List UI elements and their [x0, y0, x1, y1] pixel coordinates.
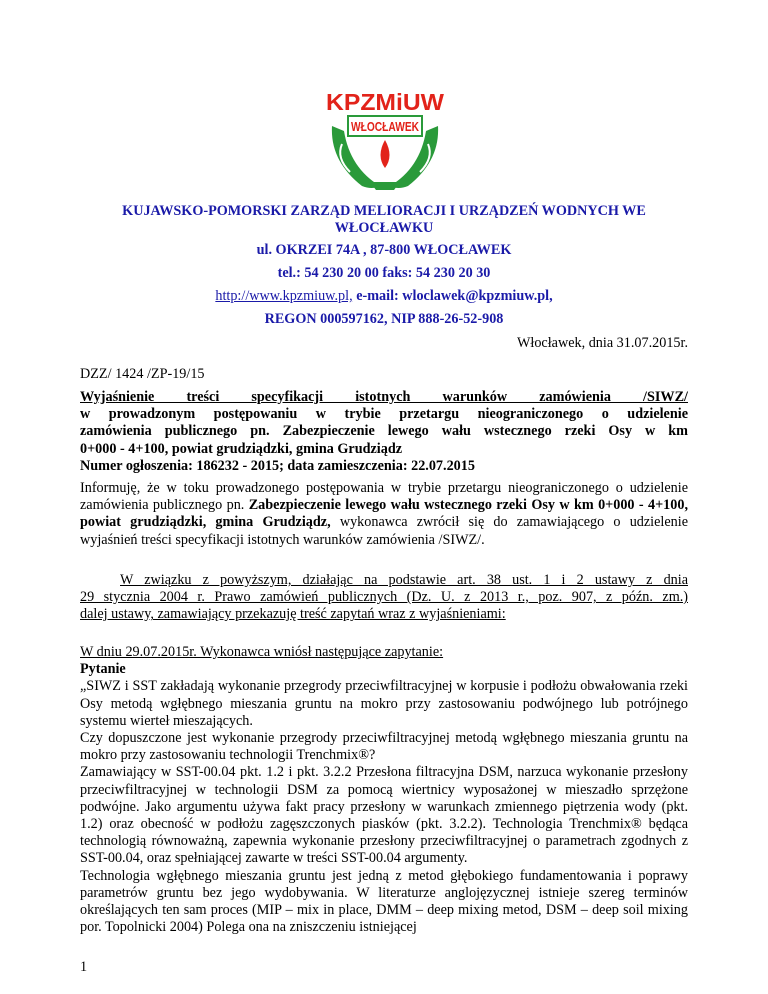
subject-line-3: zamówienia publicznego pn. Zabezpieczenie lewego wału wstecznego rzeki Osy w km	[80, 423, 688, 440]
page-number: 1	[80, 959, 88, 975]
email-text: e-mail: wloclawek@kpzmiuw.pl,	[352, 288, 553, 304]
subject-block	[80, 389, 688, 475]
question-paragraph-2: Czy dopuszczone jest wykonanie przegrody przeciwfiltracyjnej metodą wgłębnego mieszania gruntu na mokro przy zastosowaniu technologii Trenchmix®?	[80, 730, 688, 764]
question-label: Pytanie	[80, 661, 126, 678]
subject-line-2: w prowadzonym postępowaniu w trybie przetargu nieograniczonego o udzielenie	[80, 406, 688, 423]
document-date: Włocławek, dnia 31.07.2015r.	[517, 335, 688, 351]
institution-regon: REGON 000597162, NIP 888-26-52-908	[264, 311, 504, 327]
legal-line-3: dalej ustawy, zamawiający przekazuję treść zapytań wraz z wyjaśnieniami:	[80, 606, 506, 623]
institution-address: ul. OKRZEI 74A , 87-800 WŁOCŁAWEK	[256, 242, 512, 258]
announcement-number: Numer ogłoszenia: 186232 - 2015; data zamieszczenia: 22.07.2015	[80, 457, 475, 474]
question-paragraph-1: „SIWZ i SST zakładają wykonanie przegrody przeciwfiltracyjnej w korpusie i podłożu obwałowania rzeki Osy metodą wgłębnego mieszania gruntu na mokro przy zastosowaniu podwójnego lub potrójnego systemu wierteł mieszających.	[80, 678, 688, 729]
intro-text-end: wykonawca zwrócił się do zamawiającego o udzielenie wyjaśnień treści specyfikacji istotnych warunków zamówienia /SIWZ/.	[80, 514, 688, 548]
institution-name	[80, 203, 688, 237]
institution-contact	[80, 288, 688, 305]
logo-top-text: KPZMiUW	[326, 89, 445, 115]
intro-paragraph	[80, 480, 688, 549]
website-link[interactable]: http://www.kpzmiuw.pl,	[215, 288, 353, 304]
institution-name-line1: KUJAWSKO-POMORSKI ZARZĄD MELIORACJI I URZĄDZEŃ WODNYCH WE	[122, 203, 646, 219]
kpzmiuw-logo	[322, 86, 448, 194]
logo-bottom-text: WŁOCŁAWEK	[351, 119, 420, 134]
question-heading: W dniu 29.07.2015r. Wykonawca wniósł następujące zapytanie:	[80, 644, 444, 660]
document-reference: DZZ/ 1424 /ZP-19/15	[80, 366, 205, 382]
institution-phone: tel.: 54 230 20 00 faks: 54 230 20 30	[277, 265, 491, 281]
legal-line-2: 29 stycznia 2004 r. Prawo zamówień publicznych (Dz. U. z 2013 r., poz. 907, z późn. zm.)	[80, 589, 688, 606]
subject-line-4: 0+000 - 4+100, powiat grudziądzki, gmina Grudziądz	[80, 440, 403, 457]
intro-project-name: Zabezpieczenie lewego wału wstecznego rzeki Osy w km 0+000 - 4+100, powiat grudziądzki, gmina Grudziądz,	[80, 497, 688, 531]
intro-text-start: Informuję, że w toku prowadzonego postępowania w trybie przetargu nieograniczonego o udzielenie zamówienia publicznego pn.	[80, 480, 688, 514]
question-paragraph-4: Technologia wgłębnego mieszania gruntu jest jedną z metod głębokiego fundamentowania i poprawy parametrów gruntu bez jego wydobywania. W literaturze anglojęzycznej istnieje szereg terminów określających ten sam proces (MIP – mix in place, DMM – deep mixing metod, DSM – deep soil mixing por. Topolnicki 2004) Polega ona na zniszczeniu istniejącej	[80, 867, 688, 936]
institution-name-line2: WŁOCŁAWKU	[334, 220, 434, 236]
legal-basis-paragraph	[80, 572, 688, 624]
legal-line-1: W związku z powyższym, działając na podstawie art. 38 ust. 1 i 2 ustawy z dnia	[120, 572, 688, 588]
question-section	[80, 644, 688, 936]
logo-base	[370, 182, 400, 190]
subject-title: Wyjaśnienie treści specyfikacji istotnych warunków zamówienia /SIWZ/	[80, 389, 688, 405]
logo-drop	[381, 140, 390, 168]
question-paragraph-3: Zamawiający w SST-00.04 pkt. 1.2 i pkt. 3.2.2 Przesłona filtracyjna DSM, narzuca wykonanie przesłony przeciwfiltracyjnej w technologii DSM za pomocą wiertnicy wyposażonej w mieszadło sprzężone podwójne. Jako argumentu używa fakt pracy przesłony w warunkach zmiennego piętrzenia wody (pkt. 1.2) oraz obecność w podłożu zagęszczonych piasków (pkt. 3.2.2). Technologia Trenchmix® będąca technologią równoważną, zapewnia wykonanie przesłony przeciwfiltracyjnej o parametrach zgodnych z SST-00.04, oraz spełniającej zawarte w treści SST-00.04 argumenty.	[80, 764, 688, 867]
